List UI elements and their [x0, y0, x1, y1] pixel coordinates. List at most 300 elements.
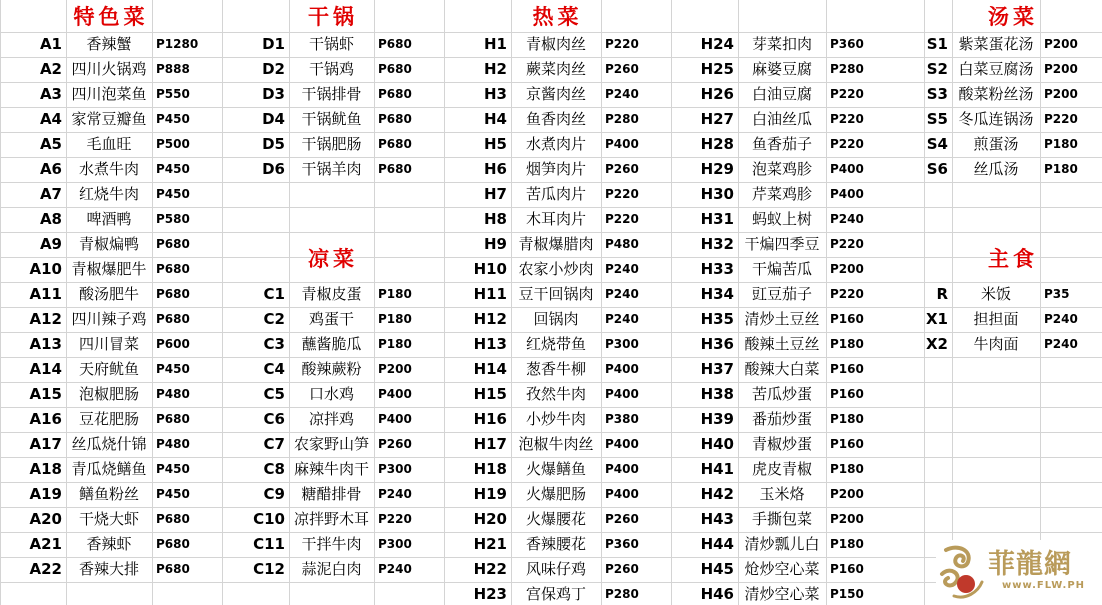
dish-code: A2 [39, 60, 62, 78]
dish-code: H17 [473, 435, 507, 453]
dish-code: S6 [926, 160, 948, 178]
dish-price: P240 [378, 487, 412, 501]
dish-name: 农家野山笋 [293, 435, 369, 453]
dish-name: 虎皮青椒 [751, 460, 812, 478]
dish-price: P220 [830, 112, 864, 126]
dish-price: P680 [156, 287, 190, 301]
dish-code: H10 [473, 260, 507, 278]
dish-price: P220 [830, 137, 864, 151]
dish-price: P400 [378, 387, 412, 401]
dish-name: 玉米烙 [759, 485, 805, 503]
dish-price: P450 [156, 487, 190, 501]
dish-price: P180 [1044, 162, 1078, 176]
dish-code: A21 [29, 535, 62, 553]
dish-name: 泡椒肥肠 [78, 385, 139, 403]
dish-name: 鱼香茄子 [751, 135, 812, 153]
dish-price: P280 [605, 112, 639, 126]
grid-column-line [601, 0, 602, 605]
dish-code: H38 [700, 385, 734, 403]
dish-code: A19 [29, 485, 62, 503]
dish-code: H33 [700, 260, 734, 278]
dish-price: P240 [605, 87, 639, 101]
dish-price: P680 [156, 562, 190, 576]
dish-name: 四川辣子鸡 [71, 310, 147, 328]
dish-code: H22 [473, 560, 507, 578]
dish-name: 蒜泥白肉 [301, 560, 362, 578]
dish-name: 四川冒菜 [78, 335, 139, 353]
dish-name: 豇豆茄子 [751, 285, 812, 303]
dish-name: 手撕包菜 [751, 510, 812, 528]
dish-price: P360 [830, 37, 864, 51]
dish-code: A15 [29, 385, 62, 403]
dish-code: H4 [484, 110, 507, 128]
dish-name: 干煸苦瓜 [751, 260, 812, 278]
dish-name: 水煮肉片 [525, 135, 586, 153]
dish-price: P240 [605, 262, 639, 276]
dish-code: S1 [926, 35, 948, 53]
dish-name: 干烧大虾 [78, 510, 139, 528]
dish-code: H39 [700, 410, 734, 428]
dish-name: 红烧带鱼 [525, 335, 586, 353]
dish-code: C6 [263, 410, 285, 428]
dish-code: H21 [473, 535, 507, 553]
dish-name: 干锅鱿鱼 [301, 110, 362, 128]
dish-code: H12 [473, 310, 507, 328]
dish-name: 干锅肥肠 [301, 135, 362, 153]
section-heading: 汤菜 [988, 5, 1038, 29]
dish-price: P480 [156, 437, 190, 451]
dish-code: A13 [29, 335, 62, 353]
dish-price: P260 [605, 162, 639, 176]
dish-price: P180 [830, 337, 864, 351]
dish-price: P300 [378, 537, 412, 551]
dish-code: A6 [39, 160, 62, 178]
dish-price: P480 [156, 387, 190, 401]
dish-name: 四川泡菜鱼 [71, 85, 147, 103]
dish-code: C5 [263, 385, 285, 403]
dish-name: 泡菜鸡胗 [751, 160, 812, 178]
dish-name: 水煮牛肉 [78, 160, 139, 178]
dish-code: H41 [700, 460, 734, 478]
dish-code: H7 [484, 185, 507, 203]
dish-code: A14 [29, 360, 62, 378]
dish-price: P180 [378, 312, 412, 326]
dish-code: A22 [29, 560, 62, 578]
dish-name: 火爆鳝鱼 [525, 460, 586, 478]
dish-price: P260 [605, 62, 639, 76]
dish-name: 天府鱿鱼 [78, 360, 139, 378]
dish-name: 白油豆腐 [751, 85, 812, 103]
dish-name: 青瓜烧鳝鱼 [71, 460, 147, 478]
dish-name: 丝瓜汤 [973, 160, 1019, 178]
dish-code: A12 [29, 310, 62, 328]
dish-name: 白油丝瓜 [751, 110, 812, 128]
dish-code: H36 [700, 335, 734, 353]
dish-price: P400 [378, 412, 412, 426]
dish-price: P240 [1044, 337, 1078, 351]
dish-price: P1280 [156, 37, 199, 51]
dish-code: C3 [263, 335, 285, 353]
dish-price: P240 [605, 287, 639, 301]
dish-name: 干锅虾 [308, 35, 354, 53]
dish-code: H11 [473, 285, 507, 303]
dish-name: 青椒皮蛋 [301, 285, 362, 303]
dish-name: 啤酒鸭 [86, 210, 132, 228]
dish-code: A3 [39, 85, 62, 103]
dish-price: P300 [605, 337, 639, 351]
dish-name: 京酱肉丝 [525, 85, 586, 103]
dish-name: 麻婆豆腐 [751, 60, 812, 78]
dish-name: 青椒肉丝 [525, 35, 586, 53]
grid-column-line [826, 0, 827, 605]
dish-code: X2 [925, 335, 948, 353]
dish-code: H9 [484, 235, 507, 253]
dish-price: P680 [156, 412, 190, 426]
section-heading: 热菜 [532, 5, 583, 29]
dish-price: P160 [830, 387, 864, 401]
dish-code: C11 [253, 535, 285, 553]
dish-name: 鱼香肉丝 [525, 110, 586, 128]
dish-price: P680 [156, 237, 190, 251]
dish-name: 家常豆瓣鱼 [71, 110, 147, 128]
dish-name: 火爆肥肠 [525, 485, 586, 503]
dish-price: P160 [830, 437, 864, 451]
dish-code: A11 [29, 285, 62, 303]
grid-column-line [374, 0, 375, 605]
dish-price: P150 [830, 587, 864, 601]
dish-price: P480 [605, 237, 639, 251]
dish-code: A10 [29, 260, 62, 278]
dish-code: H1 [484, 35, 507, 53]
dish-name: 米饭 [980, 285, 1011, 303]
dish-price: P200 [830, 512, 864, 526]
dish-code: H42 [700, 485, 734, 503]
dish-price: P300 [378, 462, 412, 476]
section-heading: 主食 [988, 247, 1038, 271]
dish-price: P180 [830, 462, 864, 476]
dish-price: P400 [605, 362, 639, 376]
dish-code: H43 [700, 510, 734, 528]
dish-price: P260 [605, 512, 639, 526]
dish-code: D1 [262, 35, 285, 53]
dish-price: P220 [830, 287, 864, 301]
dish-name: 青椒炒蛋 [751, 435, 812, 453]
dish-code: C7 [263, 435, 285, 453]
dish-name: 冬瓜连锅汤 [958, 110, 1034, 128]
dish-price: P35 [1044, 287, 1070, 301]
dish-code: H24 [700, 35, 734, 53]
dish-name: 香辣大排 [78, 560, 139, 578]
dish-code: S2 [926, 60, 948, 78]
dish-code: A7 [39, 185, 62, 203]
dish-code: C1 [263, 285, 285, 303]
dish-price: P580 [156, 212, 190, 226]
dish-price: P680 [156, 312, 190, 326]
dish-name: 蚂蚁上树 [751, 210, 812, 228]
section-heading: 凉菜 [308, 247, 358, 271]
dish-name: 香辣蟹 [86, 35, 132, 53]
dish-code: A5 [39, 135, 62, 153]
dish-name: 丝瓜烧什锦 [71, 435, 147, 453]
dish-name: 毛血旺 [86, 135, 132, 153]
dish-price: P220 [605, 37, 639, 51]
dish-price: P680 [156, 262, 190, 276]
dish-price: P260 [378, 437, 412, 451]
dish-code: D4 [262, 110, 285, 128]
dish-code: C4 [263, 360, 285, 378]
dish-code: S5 [926, 110, 948, 128]
dish-price: P220 [1044, 112, 1078, 126]
dish-name: 鳝鱼粉丝 [78, 485, 139, 503]
dish-name: 清炒空心菜 [744, 585, 820, 603]
dish-code: H15 [473, 385, 507, 403]
dish-price: P180 [1044, 137, 1078, 151]
dish-price: P180 [378, 287, 412, 301]
dish-code: H8 [484, 210, 507, 228]
dish-price: P680 [156, 512, 190, 526]
dish-code: H25 [700, 60, 734, 78]
dish-price: P200 [1044, 87, 1078, 101]
dish-price: P680 [378, 87, 412, 101]
dish-code: H27 [700, 110, 734, 128]
dish-price: P680 [378, 112, 412, 126]
dish-price: P380 [605, 412, 639, 426]
dish-name: 红烧牛肉 [78, 185, 139, 203]
dish-price: P680 [378, 62, 412, 76]
dish-code: H35 [700, 310, 734, 328]
dish-name: 风味仔鸡 [525, 560, 586, 578]
dish-code: H34 [700, 285, 734, 303]
dish-code: H30 [700, 185, 734, 203]
dish-name: 干锅鸡 [308, 60, 354, 78]
dish-price: P500 [156, 137, 190, 151]
dish-code: H20 [473, 510, 507, 528]
dish-price: P400 [605, 137, 639, 151]
dish-code: C12 [253, 560, 285, 578]
dish-price: P550 [156, 87, 190, 101]
dish-name: 酸辣蕨粉 [301, 360, 362, 378]
dish-code: H45 [700, 560, 734, 578]
dish-price: P450 [156, 362, 190, 376]
dish-name: 青椒爆肥牛 [71, 260, 147, 278]
dish-code: D5 [262, 135, 285, 153]
dish-code: H37 [700, 360, 734, 378]
dish-name: 凉拌野木耳 [293, 510, 369, 528]
dish-code: S3 [926, 85, 948, 103]
dish-name: 白菜豆腐汤 [958, 60, 1034, 78]
dish-code: H26 [700, 85, 734, 103]
dish-price: P450 [156, 462, 190, 476]
dish-name: 干拌牛肉 [301, 535, 362, 553]
dish-price: P400 [830, 187, 864, 201]
dish-price: P450 [156, 187, 190, 201]
dish-code: D6 [262, 160, 285, 178]
dish-price: P400 [605, 462, 639, 476]
dish-name: 香辣腰花 [525, 535, 586, 553]
dish-name: 孜然牛肉 [525, 385, 586, 403]
dish-name: 酸辣大白菜 [744, 360, 820, 378]
dish-price: P180 [378, 337, 412, 351]
dish-code: H3 [484, 85, 507, 103]
dish-code: A20 [29, 510, 62, 528]
dish-name: 青椒煸鸭 [78, 235, 139, 253]
dish-code: A8 [39, 210, 62, 228]
dish-name: 酸辣土豆丝 [744, 335, 820, 353]
dish-name: 四川火锅鸡 [71, 60, 147, 78]
dish-code: H32 [700, 235, 734, 253]
dish-code: H46 [700, 585, 734, 603]
dish-price: P680 [378, 37, 412, 51]
dish-code: C10 [253, 510, 285, 528]
section-heading: 特色菜 [73, 5, 149, 29]
dish-price: P180 [830, 412, 864, 426]
dish-name: 苦瓜炒蛋 [751, 385, 812, 403]
dish-code: S4 [926, 135, 948, 153]
dish-code: H28 [700, 135, 734, 153]
dish-name: 煎蛋汤 [973, 135, 1019, 153]
dish-name: 口水鸡 [308, 385, 354, 403]
dish-name: 芹菜鸡胗 [751, 185, 812, 203]
dish-code: A18 [29, 460, 62, 478]
dish-price: P888 [156, 62, 190, 76]
dish-code: H5 [484, 135, 507, 153]
dish-code: C9 [263, 485, 285, 503]
dish-name: 糖醋排骨 [301, 485, 362, 503]
dish-name: 清炒瓢儿白 [744, 535, 820, 553]
dish-code: H19 [473, 485, 507, 503]
dish-price: P240 [605, 312, 639, 326]
dish-price: P280 [605, 587, 639, 601]
dish-price: P220 [605, 187, 639, 201]
dish-price: P400 [605, 437, 639, 451]
dish-price: P400 [605, 387, 639, 401]
dish-price: P450 [156, 112, 190, 126]
dish-code: A16 [29, 410, 62, 428]
dish-name: 宫保鸡丁 [525, 585, 586, 603]
dish-price: P280 [830, 62, 864, 76]
dish-code: H29 [700, 160, 734, 178]
dish-price: P680 [156, 537, 190, 551]
dragon-emblem-icon [938, 544, 986, 600]
dish-code: H6 [484, 160, 507, 178]
dish-name: 干锅羊肉 [301, 160, 362, 178]
dish-code: A1 [39, 35, 62, 53]
dish-price: P220 [605, 212, 639, 226]
dish-price: P160 [830, 312, 864, 326]
dish-name: 番茄炒蛋 [751, 410, 812, 428]
dish-name: 蕨菜肉丝 [525, 60, 586, 78]
dish-code: C8 [263, 460, 285, 478]
dish-price: P240 [378, 562, 412, 576]
dish-code: D2 [262, 60, 285, 78]
dish-name: 泡椒牛肉丝 [518, 435, 594, 453]
dish-code: A17 [29, 435, 62, 453]
dish-name: 蘸酱脆瓜 [301, 335, 362, 353]
dish-name: 酸汤肥牛 [78, 285, 139, 303]
dish-code: H44 [700, 535, 734, 553]
dish-price: P240 [1044, 312, 1078, 326]
dish-name: 豆干回锅肉 [518, 285, 594, 303]
dish-price: P220 [830, 237, 864, 251]
dish-code: H14 [473, 360, 507, 378]
dish-name: 干煸四季豆 [744, 235, 820, 253]
dish-name: 担担面 [973, 310, 1019, 328]
dish-name: 鸡蛋干 [308, 310, 354, 328]
dish-price: P200 [378, 362, 412, 376]
dish-name: 木耳肉片 [525, 210, 586, 228]
dish-price: P680 [378, 137, 412, 151]
dish-name: 小炒牛肉 [525, 410, 586, 428]
dish-price: P360 [605, 537, 639, 551]
dish-price: P240 [830, 212, 864, 226]
dish-code: H23 [473, 585, 507, 603]
dish-name: 青椒爆腊肉 [518, 235, 594, 253]
dish-price: P160 [830, 562, 864, 576]
dish-name: 香辣虾 [86, 535, 132, 553]
dish-name: 芽菜扣肉 [751, 35, 812, 53]
dish-price: P450 [156, 162, 190, 176]
dish-name: 牛肉面 [973, 335, 1019, 353]
dish-code: H16 [473, 410, 507, 428]
dish-name: 炝炒空心菜 [744, 560, 820, 578]
dish-name: 紫菜蛋花汤 [958, 35, 1034, 53]
dish-code: C2 [263, 310, 285, 328]
dish-price: P200 [1044, 37, 1078, 51]
dish-name: 农家小炒肉 [518, 260, 594, 278]
watermark-url: www.FLW.PH [1002, 580, 1086, 591]
dish-price: P200 [1044, 62, 1078, 76]
dish-price: P160 [830, 362, 864, 376]
dish-name: 葱香牛柳 [525, 360, 586, 378]
dish-name: 麻辣牛肉干 [293, 460, 369, 478]
watermark-text: 菲龍網 [988, 549, 1072, 580]
dish-code: H13 [473, 335, 507, 353]
dish-code: H18 [473, 460, 507, 478]
dish-price: P220 [830, 87, 864, 101]
watermark-logo [936, 540, 1102, 605]
dish-name: 凉拌鸡 [308, 410, 354, 428]
dish-name: 回锅肉 [533, 310, 579, 328]
grid-column-line [152, 0, 153, 605]
dish-price: P200 [830, 487, 864, 501]
dish-code: A9 [39, 235, 62, 253]
section-heading: 干锅 [308, 5, 358, 29]
dish-price: P680 [378, 162, 412, 176]
dish-name: 苦瓜肉片 [525, 185, 586, 203]
dish-code: H2 [484, 60, 507, 78]
dish-price: P260 [605, 562, 639, 576]
dish-price: P600 [156, 337, 190, 351]
grid-column-line [1040, 0, 1041, 605]
dish-code: X1 [925, 310, 948, 328]
dish-price: P180 [830, 537, 864, 551]
dish-price: P220 [378, 512, 412, 526]
dish-code: D3 [262, 85, 285, 103]
dish-name: 清炒土豆丝 [744, 310, 820, 328]
dish-name: 酸菜粉丝汤 [958, 85, 1034, 103]
dish-price: P400 [830, 162, 864, 176]
dish-name: 烟笋肉片 [525, 160, 586, 178]
dish-price: P400 [605, 487, 639, 501]
dish-name: 豆花肥肠 [78, 410, 139, 428]
dish-code: R [936, 285, 948, 303]
dish-name: 火爆腰花 [525, 510, 586, 528]
dish-code: H40 [700, 435, 734, 453]
dish-name: 干锅排骨 [301, 85, 362, 103]
dish-price: P200 [830, 262, 864, 276]
dish-code: A4 [39, 110, 62, 128]
dish-code: H31 [700, 210, 734, 228]
